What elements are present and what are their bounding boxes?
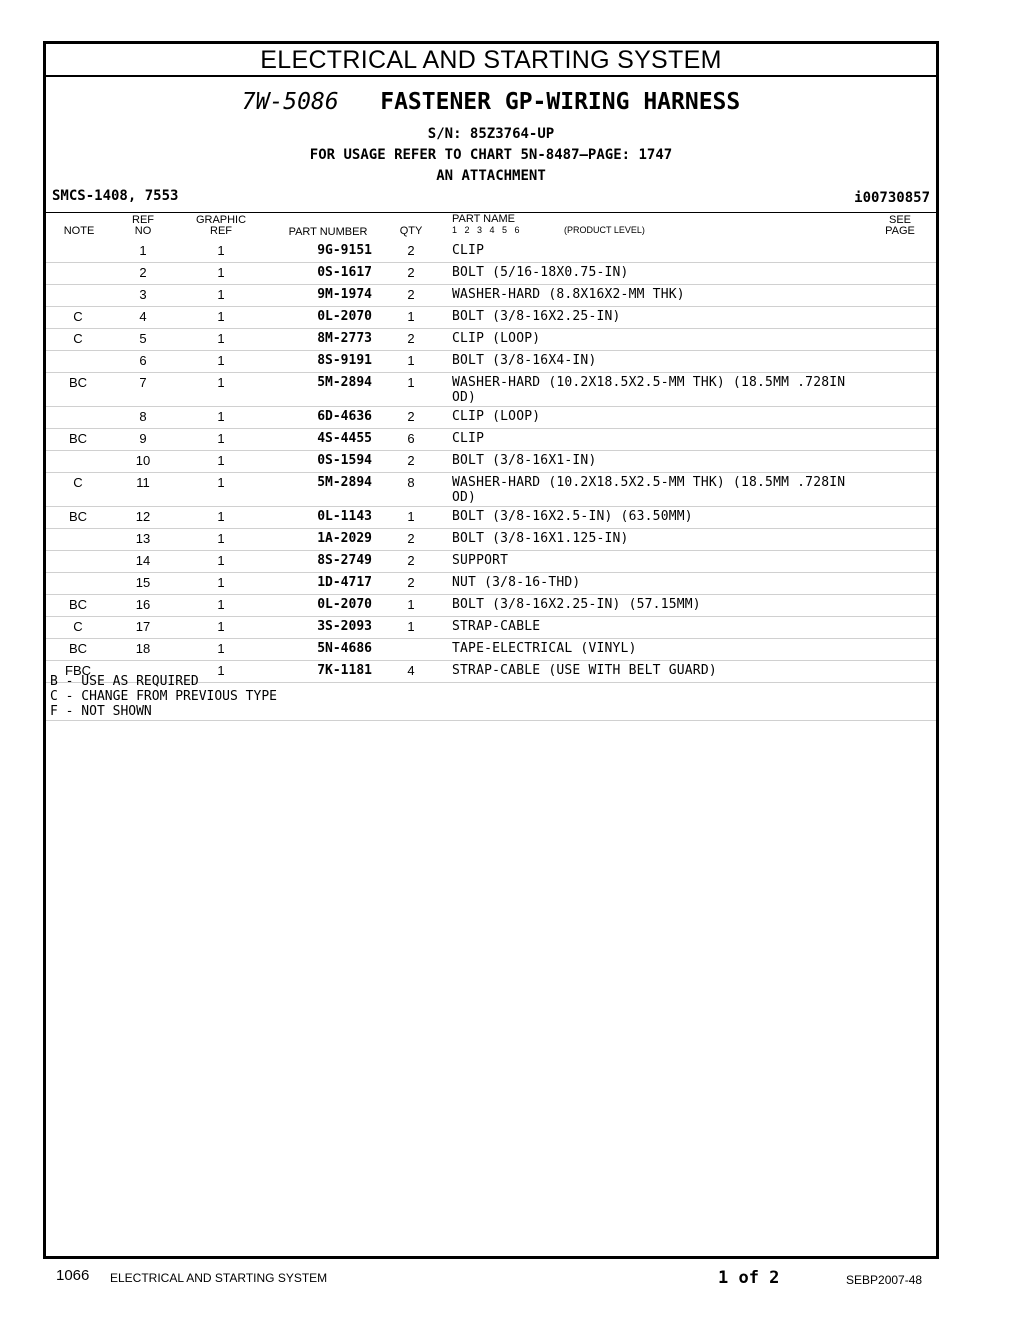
col-part-number: PART NUMBER bbox=[288, 226, 368, 238]
cell-ref-no: 15 bbox=[135, 575, 151, 590]
cell-graphic-ref: 1 bbox=[217, 509, 225, 524]
group-header bbox=[46, 77, 936, 213]
cell-part-number: 3S-2093 bbox=[317, 619, 372, 634]
cell-ref-no: 13 bbox=[135, 531, 151, 546]
cell-qty: 2 bbox=[407, 531, 415, 546]
col-graphic-ref-bottom: REF bbox=[210, 225, 232, 237]
cell-ref-no: 3 bbox=[139, 287, 147, 302]
page-frame bbox=[43, 41, 939, 1259]
cell-note: FBC bbox=[65, 663, 91, 678]
cell-part-name: BOLT (3/8-16X2.25-IN) bbox=[452, 309, 621, 324]
cell-part-number: 5N-4686 bbox=[317, 641, 372, 656]
serial-range: S/N: 85Z3764-UP bbox=[427, 126, 555, 142]
table-row bbox=[46, 451, 936, 473]
cell-part-number: 0L-2070 bbox=[317, 597, 372, 612]
cell-qty: 6 bbox=[407, 431, 415, 446]
col-ref-no-bottom: NO bbox=[134, 225, 152, 237]
cell-part-name: BOLT (5/16-18X0.75-IN) bbox=[452, 265, 629, 280]
note-line: C - CHANGE FROM PREVIOUS TYPE bbox=[50, 689, 277, 704]
attachment-label: AN ATTACHMENT bbox=[436, 168, 546, 184]
table-row bbox=[46, 473, 936, 507]
table-row bbox=[46, 329, 936, 351]
notes-legend bbox=[50, 674, 930, 719]
cell-part-name: BOLT (3/8-16X2.5-IN) (63.50MM) bbox=[452, 509, 693, 524]
table-row bbox=[46, 507, 936, 529]
cell-ref-no: 12 bbox=[135, 509, 151, 524]
section-title: ELECTRICAL AND STARTING SYSTEM bbox=[46, 44, 936, 77]
cell-qty: 8 bbox=[407, 475, 415, 490]
cell-qty: 1 bbox=[407, 309, 415, 324]
footer-section: ELECTRICAL AND STARTING SYSTEM bbox=[110, 1271, 328, 1285]
cell-note: C bbox=[73, 331, 83, 346]
table-row bbox=[46, 529, 936, 551]
cell-qty: 2 bbox=[407, 265, 415, 280]
cell-part-name: BOLT (3/8-16X4-IN) bbox=[452, 353, 597, 368]
cell-graphic-ref: 1 bbox=[217, 375, 225, 390]
cell-qty: 1 bbox=[407, 375, 415, 390]
cell-ref-no: 5 bbox=[139, 331, 147, 346]
table-row bbox=[46, 373, 936, 407]
cell-ref-no: 9 bbox=[139, 431, 147, 446]
cell-ref-no: 11 bbox=[136, 475, 150, 490]
cell-ref-no: 2 bbox=[139, 265, 147, 280]
col-graphic-ref-top: GRAPHIC bbox=[195, 214, 247, 226]
cell-ref-no: 8 bbox=[139, 409, 147, 424]
cell-qty: 2 bbox=[407, 575, 415, 590]
cell-qty: 4 bbox=[407, 663, 415, 678]
cell-ref-no: 17 bbox=[135, 619, 151, 634]
cell-part-number: 4S-4455 bbox=[317, 431, 372, 446]
col-ref-no-top: REF bbox=[132, 214, 154, 226]
cell-part-name: WASHER-HARD (10.2X18.5X2.5-MM THK) (18.5MM .728IN OD) bbox=[452, 375, 846, 405]
cell-part-number: 1A-2029 bbox=[317, 531, 372, 546]
cell-qty: 2 bbox=[407, 553, 415, 568]
table-row bbox=[46, 617, 936, 639]
cell-part-number: 8S-2749 bbox=[317, 553, 372, 568]
cell-part-number: 0L-1143 bbox=[317, 509, 372, 524]
table-row bbox=[46, 639, 936, 661]
usage-reference: FOR USAGE REFER TO CHART 5N-8487—PAGE: 1747 bbox=[309, 147, 673, 163]
cell-graphic-ref: 1 bbox=[217, 409, 225, 424]
cell-graphic-ref: 1 bbox=[217, 531, 225, 546]
table-row bbox=[46, 595, 936, 617]
cell-part-name: CLIP (LOOP) bbox=[452, 409, 541, 424]
cell-note: BC bbox=[68, 431, 88, 446]
group-name: FASTENER GP-WIRING HARNESS bbox=[380, 89, 741, 115]
cell-graphic-ref: 1 bbox=[217, 663, 225, 678]
cell-graphic-ref: 1 bbox=[217, 475, 225, 490]
cell-qty: 1 bbox=[407, 619, 415, 634]
cell-part-number: 5M-2894 bbox=[317, 475, 372, 490]
cell-part-name: CLIP bbox=[452, 431, 485, 446]
col-part-name: PART NAME bbox=[452, 213, 515, 225]
cell-graphic-ref: 1 bbox=[217, 453, 225, 468]
cell-ref-no: 4 bbox=[139, 309, 147, 324]
footer-doc-id: SEBP2007-48 bbox=[846, 1273, 923, 1287]
cell-note: C bbox=[73, 309, 83, 324]
cell-ref-no: 10 bbox=[135, 453, 151, 468]
table-header bbox=[46, 214, 936, 240]
cell-ref-no: 18 bbox=[135, 641, 151, 656]
cell-qty: 1 bbox=[407, 597, 415, 612]
table-row bbox=[46, 307, 936, 329]
cell-graphic-ref: 1 bbox=[217, 243, 225, 258]
cell-part-name: CLIP bbox=[452, 243, 485, 258]
cell-graphic-ref: 1 bbox=[217, 265, 225, 280]
cell-part-number: 8M-2773 bbox=[317, 331, 372, 346]
table-row bbox=[46, 573, 936, 595]
notes-divider bbox=[46, 720, 936, 721]
col-product-level: (PRODUCT LEVEL) bbox=[564, 225, 645, 235]
cell-graphic-ref: 1 bbox=[217, 353, 225, 368]
cell-part-number: 1D-4717 bbox=[317, 575, 372, 590]
table-row bbox=[46, 551, 936, 573]
cell-ref-no: 1 bbox=[139, 243, 147, 258]
cell-part-number: 0L-2070 bbox=[317, 309, 372, 324]
smcs-codes: SMCS-1408, 7553 bbox=[52, 188, 179, 204]
table-row bbox=[46, 241, 936, 263]
footer-page-number: 1066 bbox=[56, 1267, 90, 1284]
cell-note: C bbox=[73, 619, 83, 634]
col-see-page-top: SEE bbox=[888, 214, 911, 226]
illustration-id: i00730857 bbox=[854, 190, 930, 206]
cell-note: C bbox=[73, 475, 83, 490]
cell-part-number: 7K-1181 bbox=[317, 663, 372, 678]
cell-note: BC bbox=[68, 597, 88, 612]
cell-qty: 2 bbox=[407, 453, 415, 468]
cell-graphic-ref: 1 bbox=[217, 597, 225, 612]
col-qty: QTY bbox=[399, 225, 423, 237]
table-row bbox=[46, 351, 936, 373]
parts-table bbox=[46, 241, 936, 683]
cell-qty: 2 bbox=[407, 287, 415, 302]
cell-graphic-ref: 1 bbox=[217, 287, 225, 302]
group-title bbox=[46, 89, 936, 115]
cell-part-name: CLIP (LOOP) bbox=[452, 331, 541, 346]
footer-page-count: 1 of 2 bbox=[718, 1268, 780, 1288]
table-row bbox=[46, 407, 936, 429]
cell-graphic-ref: 1 bbox=[217, 619, 225, 634]
cell-part-name: NUT (3/8-16-THD) bbox=[452, 575, 581, 590]
col-product-level-digits: 1 2 3 4 5 6 bbox=[452, 225, 520, 235]
cell-ref-no: 16 bbox=[135, 597, 151, 612]
col-note: NOTE bbox=[63, 225, 95, 237]
cell-graphic-ref: 1 bbox=[217, 575, 225, 590]
table-row bbox=[46, 285, 936, 307]
cell-ref-no: 14 bbox=[135, 553, 151, 568]
col-see-page-bottom: PAGE bbox=[885, 225, 915, 237]
table-row bbox=[46, 263, 936, 285]
cell-qty: 2 bbox=[407, 331, 415, 346]
cell-part-name: STRAP-CABLE bbox=[452, 619, 541, 634]
cell-graphic-ref: 1 bbox=[217, 553, 225, 568]
cell-part-number: 5M-2894 bbox=[317, 375, 372, 390]
cell-part-number: 0S-1617 bbox=[317, 265, 372, 280]
cell-qty: 1 bbox=[407, 353, 415, 368]
cell-part-number: 9G-9151 bbox=[317, 243, 372, 258]
cell-note: BC bbox=[68, 375, 88, 390]
cell-ref-no: 7 bbox=[139, 375, 147, 390]
cell-qty: 2 bbox=[407, 243, 415, 258]
cell-part-name: WASHER-HARD (10.2X18.5X2.5-MM THK) (18.5MM .728IN OD) bbox=[452, 475, 846, 505]
cell-part-name: BOLT (3/8-16X1-IN) bbox=[452, 453, 597, 468]
cell-graphic-ref: 1 bbox=[217, 309, 225, 324]
cell-part-name: WASHER-HARD (8.8X16X2-MM THK) bbox=[452, 287, 685, 302]
cell-part-number: 9M-1974 bbox=[317, 287, 372, 302]
cell-qty: 1 bbox=[407, 509, 415, 524]
cell-part-number: 6D-4636 bbox=[317, 409, 372, 424]
cell-part-name: BOLT (3/8-16X1.125-IN) bbox=[452, 531, 629, 546]
cell-ref-no: 6 bbox=[139, 353, 147, 368]
note-line: F - NOT SHOWN bbox=[50, 704, 152, 719]
cell-part-name: TAPE-ELECTRICAL (VINYL) bbox=[452, 641, 637, 656]
cell-part-name: BOLT (3/8-16X2.25-IN) (57.15MM) bbox=[452, 597, 701, 612]
cell-qty: 2 bbox=[407, 409, 415, 424]
cell-part-number: 8S-9191 bbox=[317, 353, 372, 368]
cell-part-name: STRAP-CABLE (USE WITH BELT GUARD) bbox=[452, 663, 717, 678]
note-line: B - USE AS REQUIRED bbox=[50, 674, 199, 689]
cell-part-name: SUPPORT bbox=[452, 553, 509, 568]
cell-note: BC bbox=[68, 641, 88, 656]
group-number: 7W-5086 bbox=[241, 89, 339, 115]
cell-graphic-ref: 1 bbox=[217, 431, 225, 446]
cell-graphic-ref: 1 bbox=[217, 641, 225, 656]
table-row bbox=[46, 429, 936, 451]
cell-note: BC bbox=[68, 509, 88, 524]
cell-part-number: 0S-1594 bbox=[317, 453, 372, 468]
cell-graphic-ref: 1 bbox=[217, 331, 225, 346]
